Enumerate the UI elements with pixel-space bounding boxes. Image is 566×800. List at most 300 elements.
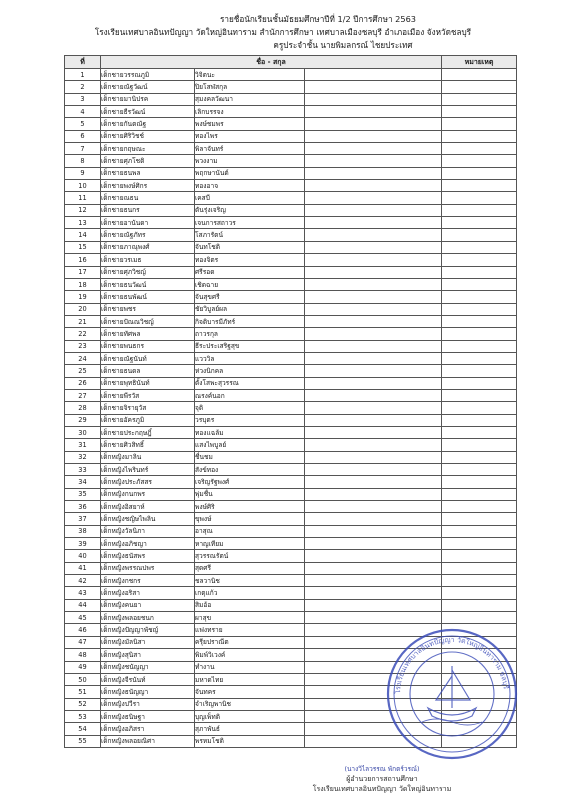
row-number: 29 — [65, 414, 101, 426]
student-last-name: จันทคร — [195, 686, 305, 698]
blank-cell — [305, 241, 442, 253]
student-first-name: เด็กหญิงชญิษไพลิน — [101, 513, 195, 525]
student-first-name: เด็กชายศิริวิชช์ — [101, 130, 195, 142]
student-first-name: เด็กหญิงมาลิน — [101, 451, 195, 463]
student-last-name: ชัยวิบูลย์ผล — [195, 303, 305, 315]
row-number: 45 — [65, 612, 101, 624]
student-last-name: สังข์ทอง — [195, 464, 305, 476]
student-first-name: เด็กชายณัฐนันท์ — [101, 352, 195, 364]
note-cell — [442, 476, 517, 488]
student-first-name: เด็กชายธนพัฒน์ — [101, 291, 195, 303]
blank-cell — [305, 538, 442, 550]
row-number: 44 — [65, 599, 101, 611]
student-first-name: เด็กหญิงชนัญญา — [101, 661, 195, 673]
blank-cell — [305, 155, 442, 167]
student-first-name: เด็กหญิงธนัญญา — [101, 686, 195, 698]
note-cell — [442, 365, 517, 377]
student-last-name: พงษ์ศิริ — [195, 501, 305, 513]
student-last-name: สุวรรณรัตน์ — [195, 550, 305, 562]
student-first-name: เด็กหญิงวัลนิภา — [101, 525, 195, 537]
student-first-name: เด็กชายวรเมธ — [101, 254, 195, 266]
student-last-name: พฤกษานันต์ — [195, 167, 305, 179]
student-last-name: ณรงค์นอก — [195, 389, 305, 401]
note-cell — [442, 575, 517, 587]
student-last-name: วิจิตนะ — [195, 69, 305, 81]
note-cell — [442, 451, 517, 463]
table-row — [65, 93, 517, 105]
signature-block — [282, 764, 482, 794]
blank-cell — [305, 501, 442, 513]
table-row — [65, 612, 517, 624]
student-last-name: แวววิล — [195, 352, 305, 364]
student-first-name: เด็กชายธนพล — [101, 167, 195, 179]
row-number: 27 — [65, 389, 101, 401]
note-cell — [442, 599, 517, 611]
table-row — [65, 180, 517, 192]
table-row — [65, 340, 517, 352]
table-row — [65, 278, 517, 290]
student-first-name: เด็กชายธีรวัฒน์ — [101, 106, 195, 118]
student-last-name: ปิยโสฬสกุล — [195, 81, 305, 93]
blank-cell — [305, 81, 442, 93]
stamp-emblem — [422, 666, 482, 725]
stamp-ring-text: โรงเรียนเทศบาลอินทปัญญา วัดใหญ่อินทาราม ชลบุรี — [393, 635, 510, 695]
note-cell — [442, 550, 517, 562]
student-first-name: เด็กชายภาณุพงศ์ — [101, 241, 195, 253]
blank-cell — [305, 402, 442, 414]
table-row — [65, 217, 517, 229]
blank-cell — [305, 69, 442, 81]
student-last-name: สุมงคลวัฒนา — [195, 93, 305, 105]
row-number: 8 — [65, 155, 101, 167]
row-number: 17 — [65, 266, 101, 278]
row-number: 4 — [65, 106, 101, 118]
row-number: 38 — [65, 525, 101, 537]
blank-cell — [305, 612, 442, 624]
blank-cell — [305, 414, 442, 426]
student-first-name: เด็กชายพงษ์ศิกร — [101, 180, 195, 192]
table-row — [65, 266, 517, 278]
blank-cell — [305, 204, 442, 216]
table-row — [65, 377, 517, 389]
student-first-name: เด็กชายวรรณภูมิ — [101, 69, 195, 81]
blank-cell — [305, 451, 442, 463]
note-cell — [442, 241, 517, 253]
note-cell — [442, 538, 517, 550]
row-number: 12 — [65, 204, 101, 216]
note-cell — [442, 118, 517, 130]
student-first-name: เด็กชายพนธกร — [101, 340, 195, 352]
table-row — [65, 130, 517, 142]
note-cell — [442, 439, 517, 451]
blank-cell — [305, 192, 442, 204]
row-number: 37 — [65, 513, 101, 525]
row-number: 28 — [65, 402, 101, 414]
student-first-name: เด็กหญิงคนยา — [101, 599, 195, 611]
student-last-name: เคสบี — [195, 192, 305, 204]
table-row — [65, 587, 517, 599]
student-last-name: จันสุขศรี — [195, 291, 305, 303]
student-last-name: ทำงาน — [195, 661, 305, 673]
note-cell — [442, 278, 517, 290]
student-last-name: วรบุตร — [195, 414, 305, 426]
table-row — [65, 204, 517, 216]
blank-cell — [305, 365, 442, 377]
student-last-name: ทองจิตร — [195, 254, 305, 266]
table-row — [65, 81, 517, 93]
row-number: 42 — [65, 575, 101, 587]
student-last-name: ชลวานิช — [195, 575, 305, 587]
row-number: 36 — [65, 501, 101, 513]
row-number: 50 — [65, 673, 101, 685]
table-row — [65, 291, 517, 303]
blank-cell — [305, 340, 442, 352]
student-last-name: บุญเพ็ทติ — [195, 710, 305, 722]
table-row — [65, 69, 517, 81]
table-row — [65, 143, 517, 155]
table-row — [65, 501, 517, 513]
col-header-no: ที่ — [65, 56, 101, 69]
student-last-name: จำเริญพานิช — [195, 698, 305, 710]
table-row — [65, 365, 517, 377]
student-first-name: เด็กชายปัณณวิชญ์ — [101, 315, 195, 327]
student-first-name: เด็กชายศิวสิทธิ์ — [101, 439, 195, 451]
row-number: 9 — [65, 167, 101, 179]
row-number: 51 — [65, 686, 101, 698]
blank-cell — [305, 328, 442, 340]
note-cell — [442, 340, 517, 352]
student-first-name: เด็กชายกฤษณะ — [101, 143, 195, 155]
row-number: 24 — [65, 352, 101, 364]
note-cell — [442, 426, 517, 438]
student-last-name: เจริญรัฐพงศ์ — [195, 476, 305, 488]
blank-cell — [305, 93, 442, 105]
school-line: โรงเรียนเทศบาลอินทปัญญา วัดใหญ่อินทาราม สำนักการศึกษา เทศบาลเมืองชลบุรี อำเภอเมือง จังหวัดชลบุรี — [94, 27, 472, 37]
student-last-name: แสงไพบูลย์ — [195, 439, 305, 451]
blank-cell — [305, 575, 442, 587]
student-last-name: ทองแฉล้ม — [195, 426, 305, 438]
blank-cell — [305, 167, 442, 179]
note-cell — [442, 254, 517, 266]
table-row — [65, 599, 517, 611]
note-cell — [442, 303, 517, 315]
blank-cell — [305, 254, 442, 266]
blank-cell — [305, 278, 442, 290]
student-first-name: เด็กชายทัศพล — [101, 328, 195, 340]
student-last-name: แฟงทราย — [195, 624, 305, 636]
blank-cell — [305, 266, 442, 278]
row-number: 39 — [65, 538, 101, 550]
student-last-name: ขุพงษ์ — [195, 513, 305, 525]
note-cell — [442, 217, 517, 229]
blank-cell — [305, 130, 442, 142]
blank-cell — [305, 180, 442, 192]
table-row — [65, 229, 517, 241]
blank-cell — [305, 229, 442, 241]
table-row — [65, 352, 517, 364]
table-row — [65, 315, 517, 327]
student-last-name: หาญเทียม — [195, 538, 305, 550]
student-first-name: เด็กหญิงกนกพร — [101, 488, 195, 500]
blank-cell — [305, 389, 442, 401]
student-first-name: เด็กชายจิรายุวัส — [101, 402, 195, 414]
student-first-name: เด็กหญิงมัลนิสา — [101, 636, 195, 648]
row-number: 20 — [65, 303, 101, 315]
student-first-name: เด็กชายกันตณัฐ — [101, 118, 195, 130]
row-number: 1 — [65, 69, 101, 81]
row-number: 13 — [65, 217, 101, 229]
student-first-name: เด็กหญิงประภัสสร — [101, 476, 195, 488]
student-last-name: กิจติบารมีภัทร์ — [195, 315, 305, 327]
note-cell — [442, 525, 517, 537]
student-first-name: เด็กชายศุภวิชญ์ — [101, 266, 195, 278]
student-last-name: พุ่มชื่น — [195, 488, 305, 500]
note-cell — [442, 155, 517, 167]
row-number: 34 — [65, 476, 101, 488]
blank-cell — [305, 303, 442, 315]
note-cell — [442, 229, 517, 241]
blank-cell — [305, 118, 442, 130]
table-row — [65, 550, 517, 562]
student-last-name: พงษ์ชมพร — [195, 118, 305, 130]
student-last-name: เชิดฉาย — [195, 278, 305, 290]
table-row — [65, 488, 517, 500]
row-number: 23 — [65, 340, 101, 352]
table-row — [65, 513, 517, 525]
student-last-name: โสภารัตน์ — [195, 229, 305, 241]
student-first-name: เด็กชายอัครภูมิ — [101, 414, 195, 426]
student-first-name: เด็กชายธนกร — [101, 204, 195, 216]
student-first-name: เด็กหญิงอิสยาห์ — [101, 501, 195, 513]
signer-name: (นางวิไลวรรณ พักตร์วรณ์) — [344, 765, 420, 773]
row-number: 49 — [65, 661, 101, 673]
table-row — [65, 426, 517, 438]
student-last-name: สิมอ้อ — [195, 599, 305, 611]
col-header-note: หมายเหตุ — [442, 56, 517, 69]
blank-cell — [305, 550, 442, 562]
note-cell — [442, 93, 517, 105]
row-number: 55 — [65, 735, 101, 747]
note-cell — [442, 513, 517, 525]
student-first-name: เด็กชายณธน — [101, 192, 195, 204]
note-cell — [442, 204, 517, 216]
row-number: 3 — [65, 93, 101, 105]
student-last-name: ตันรุ่งเจริญ — [195, 204, 305, 216]
note-cell — [442, 315, 517, 327]
row-number: 48 — [65, 649, 101, 661]
row-number: 33 — [65, 464, 101, 476]
homeroom-teacher-line: ครูประจำชั้น นายพิมลกรณ์ ไชยประเทศ — [273, 40, 413, 50]
student-first-name: เด็กหญิงอภิชญา — [101, 538, 195, 550]
row-number: 54 — [65, 723, 101, 735]
note-cell — [442, 291, 517, 303]
row-number: 26 — [65, 377, 101, 389]
table-row — [65, 118, 517, 130]
student-first-name: เด็กหญิงจีรนันท์ — [101, 673, 195, 685]
table-row — [65, 167, 517, 179]
row-number: 14 — [65, 229, 101, 241]
blank-cell — [305, 106, 442, 118]
note-cell — [442, 81, 517, 93]
note-cell — [442, 612, 517, 624]
row-number: 18 — [65, 278, 101, 290]
note-cell — [442, 389, 517, 401]
table-row — [65, 464, 517, 476]
table-row — [65, 476, 517, 488]
note-cell — [442, 402, 517, 414]
row-number: 30 — [65, 426, 101, 438]
student-last-name: ชื่นชม — [195, 451, 305, 463]
school-seal-stamp — [384, 626, 520, 762]
table-row — [65, 241, 517, 253]
table-row — [65, 389, 517, 401]
row-number: 25 — [65, 365, 101, 377]
student-first-name: เด็กหญิงสุนิสา — [101, 649, 195, 661]
student-first-name: เด็กชายณัฐวัฒน์ — [101, 81, 195, 93]
col-header-name: ชื่อ - สกุล — [101, 56, 442, 69]
blank-cell — [305, 439, 442, 451]
document-header — [0, 13, 566, 52]
student-first-name: เด็กชายพชร — [101, 303, 195, 315]
student-last-name: ครุียปราณีต — [195, 636, 305, 648]
table-row — [65, 525, 517, 537]
student-last-name: ศรีรอด — [195, 266, 305, 278]
student-last-name: จุติ — [195, 402, 305, 414]
row-number: 40 — [65, 550, 101, 562]
student-last-name: พิมพ์วิเวงค์ — [195, 649, 305, 661]
student-last-name: ผาสุข — [195, 612, 305, 624]
note-cell — [442, 266, 517, 278]
note-cell — [442, 464, 517, 476]
student-first-name: เด็กหญิงธนัสพร — [101, 550, 195, 562]
table-row — [65, 538, 517, 550]
table-row — [65, 254, 517, 266]
student-last-name: เกตุแก้ว — [195, 587, 305, 599]
note-cell — [442, 488, 517, 500]
row-number: 52 — [65, 698, 101, 710]
student-last-name: พวงงาม — [195, 155, 305, 167]
student-last-name: มหาดไทย — [195, 673, 305, 685]
blank-cell — [305, 476, 442, 488]
student-first-name: เด็กหญิงกชกร — [101, 575, 195, 587]
blank-cell — [305, 352, 442, 364]
student-last-name: อาสุณ — [195, 525, 305, 537]
blank-cell — [305, 488, 442, 500]
note-cell — [442, 377, 517, 389]
row-number: 53 — [65, 710, 101, 722]
note-cell — [442, 562, 517, 574]
student-first-name: เด็กหญิงพลอยณิศา — [101, 735, 195, 747]
table-header-row — [65, 56, 517, 69]
student-last-name: เจนการสถาวร — [195, 217, 305, 229]
student-last-name: สุภาพันธ์ — [195, 723, 305, 735]
note-cell — [442, 130, 517, 142]
blank-cell — [305, 464, 442, 476]
note-cell — [442, 167, 517, 179]
blank-cell — [305, 143, 442, 155]
table-row — [65, 402, 517, 414]
student-first-name: เด็กหญิงพลอยชนก — [101, 612, 195, 624]
signer-school: โรงเรียนเทศบาลอินทปัญญา วัดใหญ่อินทาราม — [312, 785, 452, 793]
student-first-name: เด็กหญิงธนิษฐา — [101, 710, 195, 722]
table-row — [65, 328, 517, 340]
student-last-name: พิลาจันทร์ — [195, 143, 305, 155]
student-first-name: เด็กหญิงอภิสรา — [101, 723, 195, 735]
note-cell — [442, 587, 517, 599]
blank-cell — [305, 562, 442, 574]
student-last-name: ห่วงนิกคล — [195, 365, 305, 377]
table-row — [65, 155, 517, 167]
student-first-name: เด็กชายพุทธินันท์ — [101, 377, 195, 389]
note-cell — [442, 106, 517, 118]
student-first-name: เด็กหญิงไพรินทร์ — [101, 464, 195, 476]
blank-cell — [305, 599, 442, 611]
blank-cell — [305, 426, 442, 438]
student-first-name: เด็กชายมานิปรค — [101, 93, 195, 105]
note-cell — [442, 69, 517, 81]
note-cell — [442, 501, 517, 513]
row-number: 31 — [65, 439, 101, 451]
student-last-name: พรหมโชติ — [195, 735, 305, 747]
row-number: 11 — [65, 192, 101, 204]
table-row — [65, 439, 517, 451]
student-first-name: เด็กชายณัฐภัทร — [101, 229, 195, 241]
blank-cell — [305, 525, 442, 537]
row-number: 46 — [65, 624, 101, 636]
row-number: 15 — [65, 241, 101, 253]
row-number: 5 — [65, 118, 101, 130]
student-first-name: เด็กหญิงปวีรา — [101, 698, 195, 710]
blank-cell — [305, 291, 442, 303]
student-first-name: เด็กชายประกฤษฎิ์ — [101, 426, 195, 438]
table-row — [65, 106, 517, 118]
row-number: 19 — [65, 291, 101, 303]
row-number: 43 — [65, 587, 101, 599]
table-row — [65, 562, 517, 574]
student-first-name: เด็กชายธนดล — [101, 365, 195, 377]
student-first-name: เด็กหญิงปัญญาพัชญ์ — [101, 624, 195, 636]
student-first-name: เด็กหญิงพรรณปพร — [101, 562, 195, 574]
student-last-name: จันทโชติ — [195, 241, 305, 253]
note-cell — [442, 328, 517, 340]
row-number: 21 — [65, 315, 101, 327]
row-number: 10 — [65, 180, 101, 192]
blank-cell — [305, 377, 442, 389]
student-last-name: ทองไพร — [195, 130, 305, 142]
student-last-name: เลิกบรรจง — [195, 106, 305, 118]
table-row — [65, 303, 517, 315]
note-cell — [442, 180, 517, 192]
blank-cell — [305, 217, 442, 229]
student-first-name: เด็กชายพีรวัส — [101, 389, 195, 401]
blank-cell — [305, 587, 442, 599]
note-cell — [442, 352, 517, 364]
row-number: 16 — [65, 254, 101, 266]
row-number: 2 — [65, 81, 101, 93]
student-first-name: เด็กชายธนวัฒน์ — [101, 278, 195, 290]
table-row — [65, 192, 517, 204]
student-last-name: ถาวรกุล — [195, 328, 305, 340]
student-first-name: เด็กหญิงอริสา — [101, 587, 195, 599]
document-title: รายชื่อนักเรียนชั้นมัธยมศึกษาปีที่ 1/2 ปีการศึกษา 2563 — [219, 14, 417, 24]
student-first-name: เด็กชายอานันดา — [101, 217, 195, 229]
row-number: 41 — [65, 562, 101, 574]
note-cell — [442, 414, 517, 426]
student-first-name: เด็กชายศุภโชติ — [101, 155, 195, 167]
signer-title: ผู้อำนวยการสถานศึกษา — [346, 775, 418, 783]
blank-cell — [305, 513, 442, 525]
blank-cell — [305, 315, 442, 327]
